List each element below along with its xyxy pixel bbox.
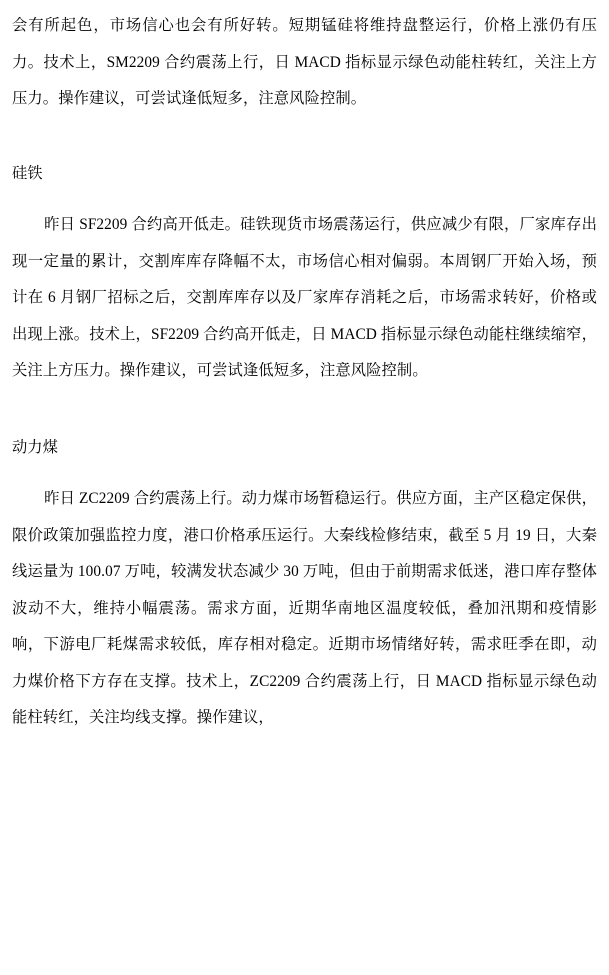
spacer xyxy=(12,390,597,430)
paragraph-manganese-silicon-continued: 会有所起色，市场信心也会有所好转。短期锰硅将维持盘整运行，价格上涨仍有压力。技术上，SM2209 合约震荡上行，日 MACD 指标显示绿色动能柱转红，关注上方压力。操作建议，可尝试逢低短多，注意风险控制。 xyxy=(12,17,597,107)
section-heading-thermal-coal: 动力煤 xyxy=(12,438,58,456)
paragraph-ferrosilicon-body: 昨日 SF2209 合约高开低走。硅铁现货市场震荡运行，供应减少有限，厂家库存出现一定量的累计，交割库库存降幅不太，市场信心相对偏弱。本周钢厂开始入场，预计在 6 月钢厂招标之后，交割库库存以及厂家库存消耗之后，市场需求转好，价格或出现上涨。技术上，SF2209 合约高开低走，日 MACD 指标显示绿色动能柱继续缩窄，关注上方压力。操作建议，可尝试逢低短多，注意风险控制。 xyxy=(12,216,597,379)
spacer xyxy=(12,118,597,156)
spacer xyxy=(12,192,597,207)
spacer xyxy=(12,466,597,481)
paragraph-thermal-coal-body: 昨日 ZC2209 合约震荡上行。动力煤市场暂稳运行。供应方面，主产区稳定保供，限价政策加强监控力度，港口价格承压运行。大秦线检修结束，截至 5 月 19 日，大秦线运量为 100.07 万吨，较满发状态减少 30 万吨，但由于前期需求低迷，港口库存整体波动不大，维持小幅震荡。需求方面，近期华南地区温度较低，叠加汛期和疫情影响，下游电厂耗煤需求较低，库存相对稳定。近期市场情绪好转，需求旺季在即，动力煤价格下方存在支撑。技术上，ZC2209 合约震荡上行，日 MACD 指标显示绿色动能柱转红，关注均线支撑。操作建议， xyxy=(12,490,597,726)
section-heading-ferrosilicon: 硅铁 xyxy=(12,164,43,182)
